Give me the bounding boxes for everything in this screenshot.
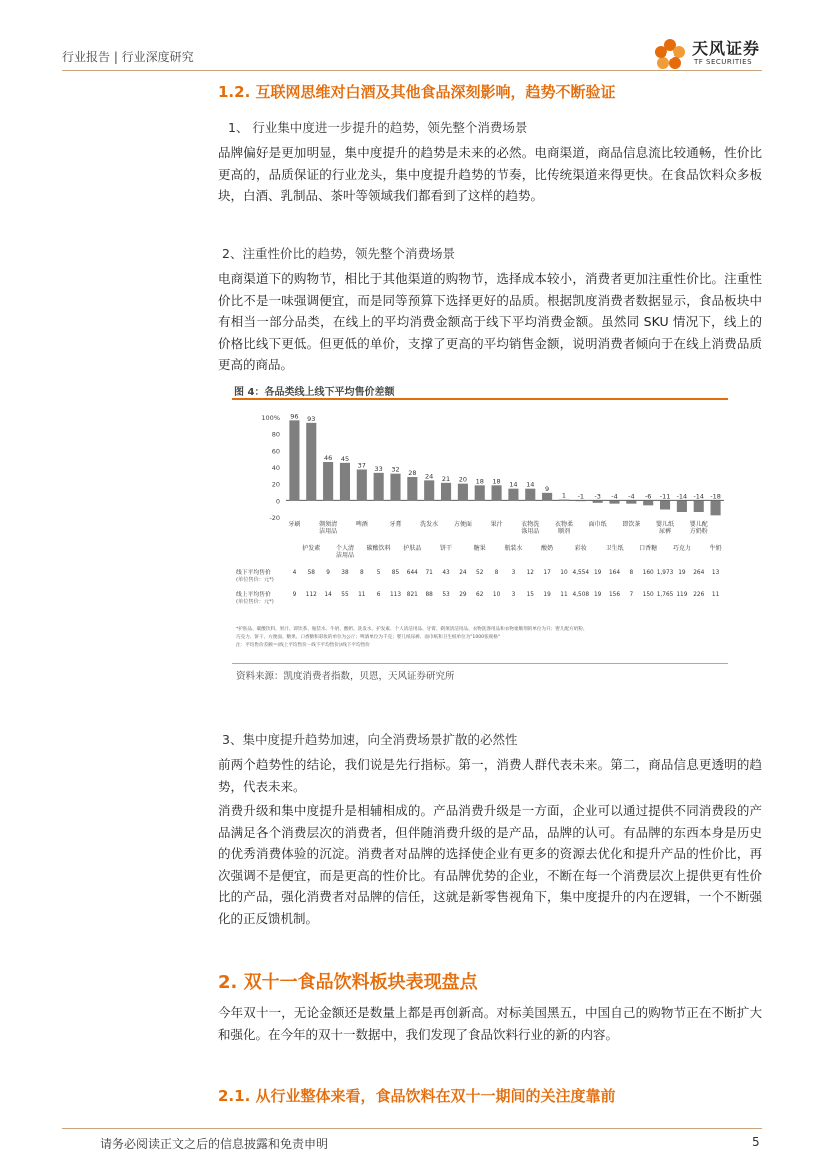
bar (609, 500, 619, 503)
bar-value-label: -3 (594, 492, 601, 501)
category-label: 方奶粉 (689, 528, 708, 535)
bar (677, 500, 687, 512)
bar-value-label: -14 (693, 492, 705, 501)
bar-value-label: 28 (408, 469, 417, 477)
table-cell-offline: 8 (629, 570, 634, 576)
figure-bottom-rule (232, 663, 728, 664)
section-1-2-title: 1.2. 互联网思维对白酒及其他食品深刻影响，趋势不断验证 (218, 83, 616, 101)
page-number: 5 (752, 1135, 760, 1149)
bar (492, 485, 502, 500)
bar (660, 500, 670, 509)
table-cell-offline: 8 (359, 570, 364, 576)
table-cell-offline: 38 (341, 570, 349, 576)
chart-note: 巧克力、饼干、方便面、糖果、口香糖和彩妆的单位为公斤；啤酒单位为千克；婴儿纸尿裤、面巾纸和卫生纸单位为"1000张规格" (236, 635, 500, 640)
category-label: 糖果 (473, 545, 486, 552)
bar (340, 463, 350, 500)
table-cell-offline: 24 (459, 570, 467, 576)
bar (289, 420, 299, 500)
item3-title: 3、集中度提升趋势加速，向全消费场景扩散的必然性 (222, 732, 518, 747)
table-cell-offline: 71 (425, 570, 433, 576)
table-cell-online: 62 (476, 592, 484, 598)
bar-value-label: 14 (526, 480, 535, 489)
table-cell-online: 7 (629, 592, 634, 598)
category-label: 洁用品 (319, 528, 338, 535)
table-cell-online: 113 (389, 592, 402, 598)
bar (626, 500, 636, 503)
table-cell-offline: 13 (711, 570, 720, 576)
table-cell-online: 14 (324, 592, 332, 598)
bar-value-label: 93 (307, 414, 316, 423)
company-logo (650, 34, 770, 74)
bar (508, 489, 518, 501)
category-label: 啤酒 (355, 521, 368, 528)
table-cell-offline: 4,554 (572, 570, 590, 576)
figure-source: 资料来源：凯度消费者指数，贝恩，天风证券研究所 (236, 671, 455, 682)
item3-body1: 前两个趋势性的结论，我们说是先行指标。第一，消费人群代表未来。第二，商品信息更透明的趋势，代表未来。 (218, 757, 762, 794)
category-label: 即饮茶 (622, 521, 641, 528)
bar (643, 500, 653, 505)
bar (475, 485, 485, 500)
bar-value-label: 96 (290, 412, 299, 421)
y-tick-label: 80 (271, 430, 280, 439)
category-label: 个人清 (335, 545, 354, 552)
table-row-label: 线下平均售价 (236, 570, 271, 576)
table-cell-online: 119 (676, 592, 688, 598)
table-cell-offline: 43 (442, 570, 450, 576)
table-cell-offline: 52 (476, 570, 484, 576)
footer-divider (62, 1128, 762, 1129)
category-label: 尿裤 (659, 528, 672, 535)
category-label: 洁用品 (335, 552, 354, 559)
table-cell-offline: 264 (693, 570, 705, 576)
bar-value-label: 37 (357, 461, 366, 470)
table-cell-online: 4,508 (572, 592, 590, 598)
bar-value-label: 45 (340, 454, 350, 463)
item1-body: 品牌偏好是更加明显，集中度提升的趋势是未来的必然。电商渠道，商品信息流比较通畅，性价比更高的，品质保证的行业龙头，集中度提升趋势的节奏，比传统渠道来得更快。在食品饮料众多板块，白酒、乳制品、茶叶等领域我们都看到了这样的趋势。 (218, 145, 762, 203)
bar (542, 493, 552, 501)
bar-value-label: 32 (391, 465, 400, 474)
table-cell-online: 88 (425, 592, 433, 598)
table-cell-offline: 85 (391, 570, 400, 576)
bar-value-label: -11 (659, 492, 671, 501)
logo-flower-icon (650, 34, 690, 74)
y-tick-label: -20 (269, 514, 280, 522)
table-cell-offline: 9 (326, 570, 330, 576)
category-label: 衣物柔 (554, 521, 573, 528)
table-cell-offline: 8 (494, 570, 499, 576)
bar (390, 474, 400, 501)
table-cell-online: 53 (442, 592, 450, 598)
bar (357, 470, 367, 501)
category-label: 牙刷 (288, 521, 301, 528)
chart-note: *护肤品、碳酸饮料、果汁、即饮茶、瓶装水、牛奶、酸奶、洗发水、护发素、个人清洁用品、牙膏、剃须清洁用品、衣物洗涤用品和衣物柔顺剂的单位为升；婴儿配方奶粉、 (236, 627, 588, 632)
footer-disclaimer: 请务必阅读正文之后的信息披露和免责申明 (100, 1137, 329, 1151)
bar-value-label: -6 (644, 492, 652, 501)
table-cell-online: 19 (543, 592, 551, 598)
table-cell-offline: 12 (526, 570, 534, 576)
table-row-unit: (单位售价：元*) (236, 577, 274, 583)
table-cell-online: 29 (459, 592, 467, 598)
table-row-label: 线上平均售价 (236, 592, 271, 598)
y-tick-label: 0 (275, 497, 280, 506)
chart-note: 注：平均售价差额＝(线上平均售价－线下平均售价)/线下平均售价 (236, 643, 370, 648)
category-label: 衣物洗 (521, 521, 540, 528)
table-row-unit: (单位售价：元*) (236, 599, 274, 605)
table-cell-online: 150 (642, 592, 654, 598)
bar-value-label: 14 (509, 480, 518, 489)
bar-value-label: -4 (611, 492, 618, 501)
bar-value-label: 21 (441, 474, 451, 483)
bar (576, 500, 586, 501)
section-2-body: 今年双十一，无论金额还是数量上都是再创新高。对标美国黑五，中国自己的购物节正在不断扩大和强化。在今年的双十一数据中，我们发现了食品饮料行业的新的内容。 (218, 1005, 762, 1042)
report-category: 行业报告 | 行业深度研究 (62, 50, 194, 64)
table-cell-offline: 164 (608, 570, 621, 576)
table-cell-online: 3 (511, 592, 516, 598)
table-cell-online: 55 (341, 592, 349, 598)
table-cell-online: 6 (376, 592, 381, 598)
table-cell-offline: 19 (593, 570, 602, 576)
table-cell-online: 9 (292, 592, 297, 598)
table-cell-online: 156 (608, 592, 621, 598)
table-cell-offline: 5 (376, 570, 381, 576)
category-label: 婴儿配 (689, 521, 708, 528)
bar-value-label: 18 (492, 477, 501, 486)
bar (424, 480, 434, 500)
bar-value-label: 24 (425, 472, 434, 481)
category-label: 牙膏 (389, 521, 402, 528)
bar-value-label: -1 (577, 492, 585, 501)
figure-top-rule (232, 398, 728, 400)
bar (407, 477, 417, 500)
category-label: 护肤品 (403, 545, 422, 552)
y-tick-label: 60 (271, 447, 280, 456)
y-tick-label: 40 (271, 464, 280, 472)
category-label: 瓶装水 (504, 545, 523, 552)
category-label: 卫生纸 (605, 545, 624, 552)
category-label: 巧克力 (672, 545, 691, 552)
bar (525, 489, 535, 501)
bar-chart (234, 404, 728, 660)
table-cell-offline: 17 (543, 570, 551, 576)
bar (458, 484, 468, 501)
table-cell-offline: 58 (307, 570, 315, 576)
table-cell-offline: 4 (292, 570, 297, 576)
bar-value-label: 20 (458, 475, 468, 484)
bar (559, 500, 569, 501)
bar-value-label: -14 (676, 492, 688, 501)
y-tick-label: 20 (271, 480, 280, 489)
table-cell-online: 112 (305, 592, 317, 598)
bar-value-label: 33 (374, 464, 383, 473)
item2-body: 电商渠道下的购物节，相比于其他渠道的购物节，选择成本较小，消费者更加注重性价比。注重性价比不是一味强调便宜，而是同等预算下选择更好的品质。根据凯度消费者数据显示，食品板块中有相当一部分品类，在线上的平均消费金额高于线下平均消费金额。虽然同 SKU 情况下，线上的价格比线下更低。但更低的单价，支撑了更高的平均销售金额，说明消费者倾向于在线上消费品质更高的商品。 (218, 271, 762, 372)
table-cell-offline: 10 (560, 570, 568, 576)
category-label: 果汁 (490, 521, 503, 528)
section-2-title: 2. 双十一食品饮料板块表现盘点 (218, 972, 478, 993)
table-cell-offline: 160 (642, 570, 654, 576)
table-cell-online: 11 (560, 592, 568, 598)
y-tick-label: 100% (261, 414, 280, 422)
item2-title: 2、注重性价比的趋势，领先整个消费场景 (222, 246, 455, 261)
bar-value-label: 1 (561, 491, 567, 500)
category-label: 面巾纸 (588, 521, 607, 528)
table-cell-online: 19 (593, 592, 602, 598)
bar (441, 483, 451, 501)
table-cell-offline: 644 (406, 570, 418, 576)
category-label: 饼干 (440, 545, 453, 552)
item3-body2: 消费升级和集中度提升是相辅相成的。产品消费升级是一方面，企业可以通过提供不同消费段的产品满足各个消费层次的消费者，但伴随消费升级的是产品，品牌的认可。有品牌的东西本身是历史的优秀消费体验的沉淀。消费者对品牌的选择使企业有更多的资源去优化和提升产品的性价比，再次强调不是便宜，而是更高的性价比。有品牌优势的企业，不断在每一个消费层次上提供更有性价比的产品，强化消费者对品牌的信任，这就是新零售视角下，集中度提升的内在逻辑，一个不断强化的正反馈机制。 (218, 803, 762, 926)
category-label: 碳酸饮料 (366, 545, 391, 552)
bar-value-label: 9 (545, 484, 550, 493)
logo-text-cn: 天风证券 (692, 39, 761, 58)
category-label: 护发素 (302, 545, 321, 552)
category-label: 剃须清 (319, 521, 338, 528)
table-cell-offline: 19 (678, 570, 686, 576)
figure-title: 图 4：各品类线上线下平均售价差额 (234, 387, 395, 398)
section-2-1-title: 2.1. 从行业整体来看，食品饮料在双十一期间的关注度靠前 (218, 1087, 616, 1105)
category-label: 涤用品 (521, 528, 540, 535)
table-cell-online: 11 (358, 592, 366, 598)
table-cell-online: 226 (693, 592, 705, 598)
bar-value-label: 18 (475, 477, 484, 486)
category-label: 彩妆 (574, 545, 587, 552)
table-cell-offline: 1,973 (656, 570, 674, 576)
bar (306, 423, 316, 501)
bar (593, 500, 603, 503)
bar (711, 500, 721, 515)
category-label: 酸奶 (541, 545, 554, 552)
bar (694, 500, 704, 512)
logo-text-en: TF SECURITIES (694, 58, 753, 66)
category-label: 洗发水 (420, 521, 439, 528)
bar (323, 462, 333, 500)
table-cell-online: 821 (406, 592, 418, 598)
category-label: 顺剂 (557, 528, 570, 535)
category-label: 婴儿纸 (656, 521, 675, 528)
table-cell-offline: 3 (511, 570, 516, 576)
bar-value-label: 46 (323, 454, 333, 462)
category-label: 方便面 (453, 521, 472, 528)
category-label: 口香糖 (639, 545, 658, 552)
item1-title: 1、 行业集中度进一步提升的趋势，领先整个消费场景 (228, 120, 528, 135)
table-cell-online: 11 (711, 592, 720, 598)
bar-value-label: -4 (628, 492, 635, 501)
bar-value-label: -18 (710, 492, 721, 501)
table-cell-online: 15 (526, 592, 534, 598)
category-label: 牛奶 (709, 545, 722, 552)
table-cell-online: 1,765 (656, 592, 674, 598)
bar (374, 473, 384, 501)
table-cell-online: 10 (492, 592, 501, 598)
